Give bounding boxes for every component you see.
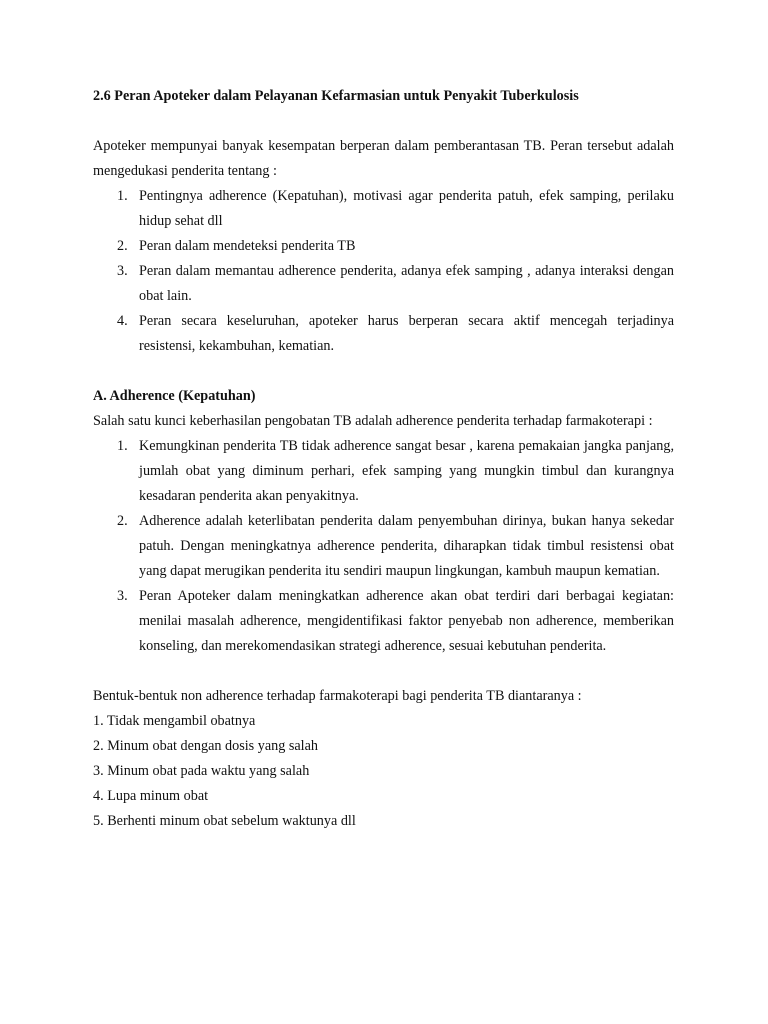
subsection-title: A. Adherence (Kepatuhan) bbox=[93, 388, 256, 404]
spacer bbox=[93, 359, 674, 384]
intro-list bbox=[93, 184, 674, 359]
list-number: 2. bbox=[117, 513, 128, 529]
section-title: 2.6 Peran Apoteker dalam Pelayanan Kefarmasian untuk Penyakit Tuberkulosis bbox=[93, 88, 579, 104]
list-text: Kemungkinan penderita TB tidak adherence sangat besar , karena pemakaian jangka panjang, jumlah obat yang diminum perhari, efek samping yang mungkin timbul dan kurangnya kesadaran penderita akan penyakitnya. bbox=[139, 438, 674, 504]
list-text: Pentingnya adherence (Kepatuhan), motivasi agar penderita patuh, efek samping, perilaku hidup sehat dll bbox=[139, 188, 674, 229]
spacer bbox=[93, 659, 674, 684]
non-adherence-list bbox=[93, 709, 674, 834]
list-number: 3. bbox=[117, 263, 128, 279]
list-item bbox=[93, 434, 674, 509]
subsection-intro: Salah satu kunci keberhasilan pengobatan TB adalah adherence penderita terhadap farmakoterapi : bbox=[93, 413, 653, 429]
list-number: 1. bbox=[117, 188, 128, 204]
list-item: 3. Minum obat pada waktu yang salah bbox=[93, 763, 310, 779]
list-text: Peran secara keseluruhan, apoteker harus berperan secara aktif mencegah terjadinya resistensi, kekambuhan, kematian. bbox=[139, 313, 674, 354]
list-number: 4. bbox=[117, 313, 128, 329]
list-item: 2. Minum obat dengan dosis yang salah bbox=[93, 738, 318, 754]
list-number: 1. bbox=[117, 438, 128, 454]
list-text: Peran dalam mendeteksi penderita TB bbox=[139, 238, 356, 254]
list-item: 5. Berhenti minum obat sebelum waktunya dll bbox=[93, 813, 356, 829]
document-page bbox=[93, 84, 674, 834]
non-adherence-intro: Bentuk-bentuk non adherence terhadap farmakoterapi bagi penderita TB diantaranya : bbox=[93, 688, 582, 704]
list-number: 3. bbox=[117, 588, 128, 604]
list-item bbox=[93, 584, 674, 659]
list-text: Adherence adalah keterlibatan penderita dalam penyembuhan dirinya, bukan hanya sekedar patuh. Dengan meningkatnya adherence penderita, diharapkan tidak timbul resistensi obat yang dapat merugikan penderita itu sendiri maupun lingkungan, kambuh maupun kematian. bbox=[139, 513, 674, 579]
list-number: 2. bbox=[117, 238, 128, 254]
list-item bbox=[93, 309, 674, 359]
list-item bbox=[93, 259, 674, 309]
list-text: Peran dalam memantau adherence penderita, adanya efek samping , adanya interaksi dengan obat lain. bbox=[139, 263, 674, 304]
list-item bbox=[93, 509, 674, 584]
list-item: 4. Lupa minum obat bbox=[93, 788, 209, 804]
list-item bbox=[93, 184, 674, 234]
intro-paragraph: Apoteker mempunyai banyak kesempatan berperan dalam pemberantasan TB. Peran tersebut adalah mengedukasi penderita tentang : bbox=[93, 138, 674, 179]
adherence-list bbox=[93, 434, 674, 659]
spacer bbox=[93, 109, 674, 134]
list-item: 1. Tidak mengambil obatnya bbox=[93, 713, 256, 729]
list-item bbox=[93, 234, 674, 259]
list-text: Peran Apoteker dalam meningkatkan adherence akan obat terdiri dari berbagai kegiatan: menilai masalah adherence, mengidentifikasi faktor penyebab non adherence, memberikan konseling, dan merekomendasikan strategi adherence, sesuai kebutuhan penderita. bbox=[139, 588, 674, 654]
